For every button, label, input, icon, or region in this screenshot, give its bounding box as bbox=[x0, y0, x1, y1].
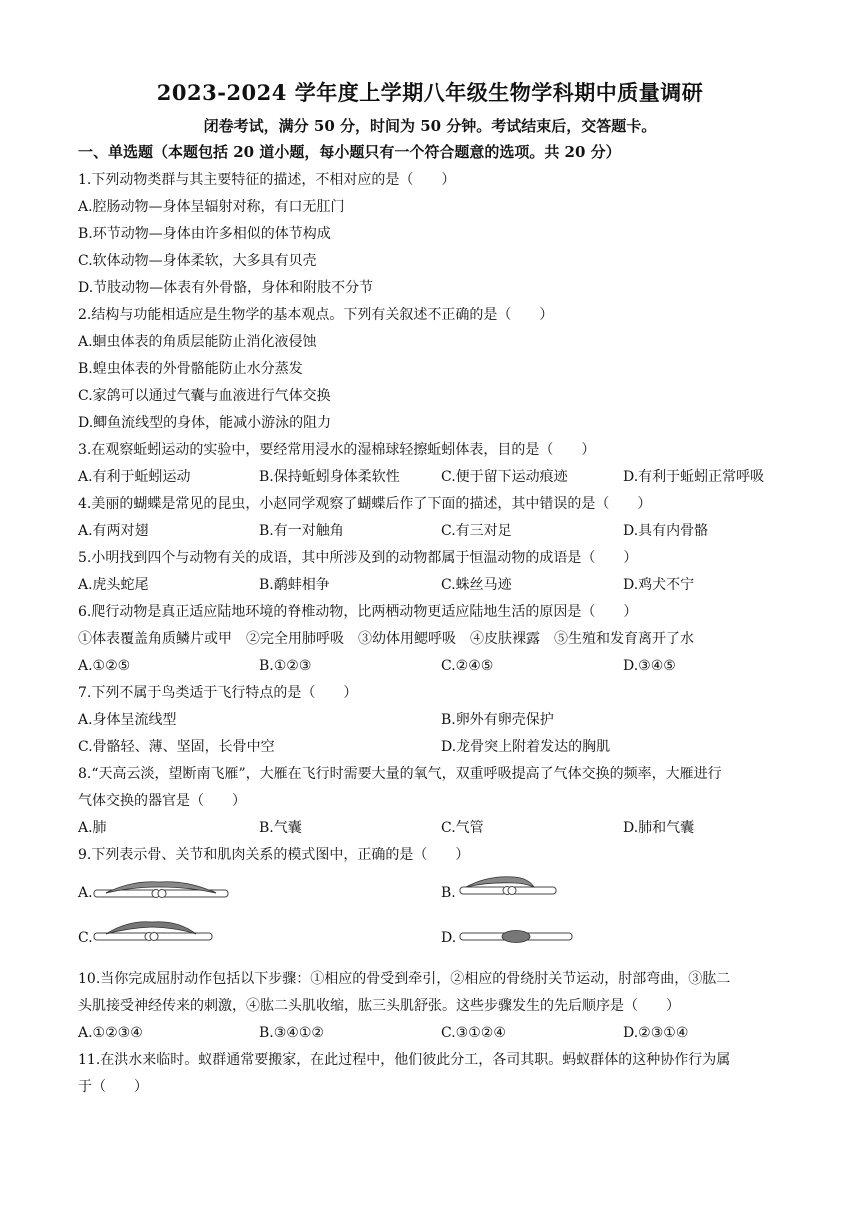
question-3-stem: 3.在观察蚯蚓运动的实验中，要经常用浸水的湿棉球轻擦蚯蚓体表，目的是（ ） bbox=[78, 442, 596, 458]
bone-muscle-diagram-d bbox=[458, 922, 574, 950]
question-2-option-d: D.鲫鱼流线型的身体，能减小游泳的阻力 bbox=[78, 415, 332, 431]
question-9-option-d-label: D. bbox=[441, 930, 457, 946]
question-4-option-a: A.有两对翅 bbox=[78, 523, 149, 539]
question-8-option-a: A.肺 bbox=[78, 820, 107, 836]
exam-instructions: 闭卷考试，满分 50 分，时间为 50 分钟。考试结束后，交答题卡。 bbox=[203, 117, 657, 135]
question-2-option-b: B.蝗虫体表的外骨骼能防止水分蒸发 bbox=[78, 361, 303, 377]
question-5-option-d: D.鸡犬不宁 bbox=[623, 577, 695, 593]
question-8-stem-line1: 8.“天高云淡，望断南飞雁”，大雁在飞行时需要大量的氧气，双重呼吸提高了气体交换的频率，大雁进行 bbox=[78, 766, 722, 782]
question-9-option-b-label: B. bbox=[441, 885, 456, 901]
bone-muscle-diagram-a bbox=[92, 878, 232, 906]
question-5-stem: 5.小明找到四个与动物有关的成语，其中所涉及到的动物都属于恒温动物的成语是（ ） bbox=[78, 550, 638, 566]
question-3-option-c: C.便于留下运动痕迹 bbox=[441, 469, 568, 485]
bone-muscle-diagram-b bbox=[458, 874, 558, 906]
exam-title: 2023-2024 学年度上学期八年级生物学科期中质量调研 bbox=[156, 80, 704, 105]
question-7-option-c: C.骨骼轻、薄、坚固，长骨中空 bbox=[78, 739, 275, 755]
question-10-option-d: D.②③①④ bbox=[623, 1025, 689, 1041]
question-8-option-d: D.肺和气囊 bbox=[623, 820, 695, 836]
question-1-option-b: B.环节动物—身体由许多相似的体节构成 bbox=[78, 226, 331, 242]
question-3-option-b: B.保持蚯蚓身体柔软性 bbox=[259, 469, 400, 485]
question-5-option-c: C.蛛丝马迹 bbox=[441, 577, 512, 593]
question-8-option-b: B.气囊 bbox=[259, 820, 302, 836]
question-2-option-c: C.家鸽可以通过气囊与血液进行气体交换 bbox=[78, 388, 331, 404]
question-6-stem: 6.爬行动物是真正适应陆地环境的脊椎动物，比两栖动物更适应陆地生活的原因是（ ） bbox=[78, 604, 638, 620]
question-5-option-b: B.鹬蚌相争 bbox=[259, 577, 330, 593]
question-9-option-c-label: C. bbox=[78, 930, 93, 946]
question-1-option-c: C.软体动物—身体柔软，大多具有贝壳 bbox=[78, 253, 317, 269]
question-2-stem: 2.结构与功能相适应是生物学的基本观点。下列有关叙述不正确的是（ ） bbox=[78, 307, 554, 323]
question-4-option-c: C.有三对足 bbox=[441, 523, 512, 539]
question-5-option-a: A.虎头蛇尾 bbox=[78, 577, 149, 593]
question-11-stem-line1: 11.在洪水来临时。蚁群通常要搬家，在此过程中，他们彼此分工，各司其职。蚂蚁群体的这种协作行为属 bbox=[78, 1052, 731, 1068]
question-6-option-a: A.①②⑤ bbox=[78, 658, 131, 674]
question-4-option-d: D.具有内骨骼 bbox=[623, 523, 709, 539]
question-10-option-c: C.③①②④ bbox=[441, 1025, 506, 1041]
question-7-option-d: D.龙骨突上附着发达的胸肌 bbox=[441, 739, 611, 755]
question-6-option-c: C.②④⑤ bbox=[441, 658, 494, 674]
question-11-stem-line2: 于（ ） bbox=[78, 1079, 148, 1095]
question-3-option-a: A.有利于蚯蚓运动 bbox=[78, 469, 191, 485]
question-6-option-b: B.①②③ bbox=[259, 658, 312, 674]
question-4-stem: 4.美丽的蝴蝶是常见的昆虫，小赵同学观察了蝴蝶后作了下面的描述，其中错误的是（ ） bbox=[78, 496, 652, 512]
section-heading: 一、单选题（本题包括 20 道小题，每小题只有一个符合题意的选项。共 20 分） bbox=[78, 143, 621, 161]
question-10-option-a: A.①②③④ bbox=[78, 1025, 143, 1041]
question-7-stem: 7.下列不属于鸟类适于飞行特点的是（ ） bbox=[78, 685, 358, 701]
question-9-stem: 9.下列表示骨、关节和肌肉关系的模式图中，正确的是（ ） bbox=[78, 847, 470, 863]
question-6-items: ①体表覆盖角质鳞片或甲 ②完全用肺呼吸 ③幼体用鳃呼吸 ④皮肤裸露 ⑤生殖和发育离开了水 bbox=[78, 631, 694, 647]
question-1-stem: 1.下列动物类群与其主要特征的描述，不相对应的是（ ） bbox=[78, 172, 456, 188]
question-10-option-b: B.③④①② bbox=[259, 1025, 324, 1041]
question-7-option-a: A.身体呈流线型 bbox=[78, 712, 177, 728]
question-10-stem-line2: 头肌接受神经传来的刺激，④肱二头肌收缩，肱三头肌舒张。这些步骤发生的先后顺序是（ ） bbox=[78, 998, 680, 1014]
question-1-option-a: A.腔肠动物—身体呈辐射对称，有口无肛门 bbox=[78, 199, 345, 215]
question-6-option-d: D.③④⑤ bbox=[623, 658, 676, 674]
question-8-stem-line2: 气体交换的器官是（ ） bbox=[78, 793, 246, 809]
question-7-option-b: B.卵外有卵壳保护 bbox=[441, 712, 554, 728]
question-1-option-d: D.节肢动物—体表有外骨骼，身体和附肢不分节 bbox=[78, 280, 374, 296]
question-3-option-d: D.有利于蚯蚓正常呼吸 bbox=[623, 469, 765, 485]
question-10-stem-line1: 10.当你完成屈肘动作包括以下步骤：①相应的骨受到牵引，②相应的骨绕肘关节运动，肘部弯曲，③肱二 bbox=[78, 971, 731, 987]
question-2-option-a: A.蛔虫体表的角质层能防止消化液侵蚀 bbox=[78, 334, 317, 350]
question-9-option-a-label: A. bbox=[78, 885, 93, 901]
bone-muscle-diagram-c bbox=[92, 920, 214, 952]
question-8-option-c: C.气管 bbox=[441, 820, 484, 836]
question-4-option-b: B.有一对触角 bbox=[259, 523, 344, 539]
